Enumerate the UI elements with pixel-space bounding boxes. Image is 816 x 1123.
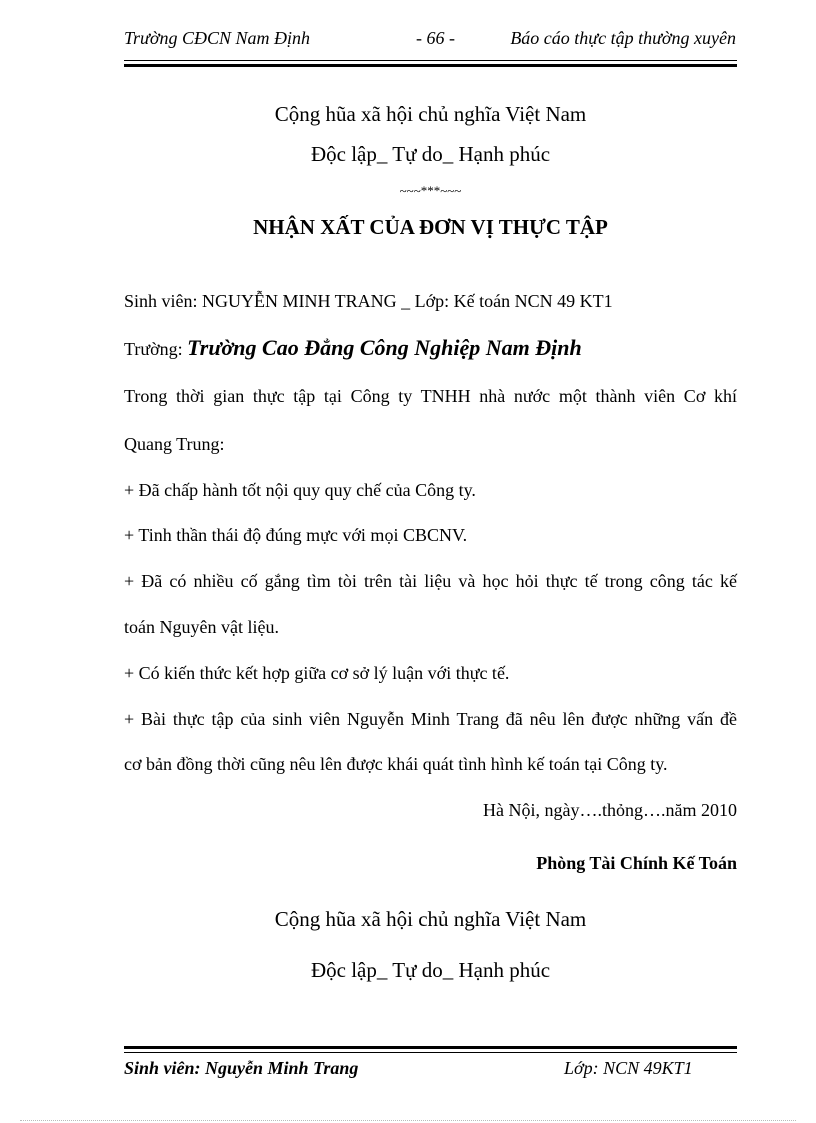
motto-line-1: Cộng hũa xã hội chủ nghĩa Việt Nam [274, 102, 587, 126]
list-item-1: + Đã chấp hành tốt nội quy quy chế của Công ty. [124, 480, 476, 500]
header-rule-thin [124, 60, 737, 61]
page-footer [124, 1058, 736, 1082]
date-line: Hà Nội, ngày….thỏng….năm 2010 [483, 800, 737, 820]
header-page-number: - 66 - [416, 28, 455, 48]
intro-line-1: Trong thời gian thực tập tại Công ty TNHH nhà nước một thành viên Cơ khí [124, 386, 737, 406]
footer-student: Sinh viên: Nguyễn Minh Trang [124, 1058, 359, 1078]
list-item-5-line-2: cơ bản đồng thời cũng nêu lên được khái quát tình hình kế toán tại Công ty. [124, 754, 668, 774]
divider-stars: ~~~***~~~ [399, 183, 462, 198]
motto2-line-1: Cộng hũa xã hội chủ nghĩa Việt Nam [274, 907, 587, 931]
signer-department: Phòng Tài Chính Kế Toán [536, 853, 737, 873]
list-item-5-line-1: + Bài thực tập của sinh viên Nguyễn Minh Trang đã nêu lên được những vấn đề [124, 709, 737, 729]
list-item-3-line-1: + Đã có nhiều cố gắng tìm tòi trên tài liệu và học hỏi thực tế trong công tác kế [124, 571, 737, 591]
motto2-line-2: Độc lập_ Tự do_ Hạnh phúc [310, 958, 551, 982]
header-school: Trường CĐCN Nam Định [124, 28, 310, 48]
school-line [124, 335, 737, 361]
document-title: NHẬN XẤT CỦA ĐƠN VỊ THỰC TẬP [253, 215, 608, 239]
footer-class: Lớp: NCN 49KT1 [564, 1058, 693, 1078]
header-rule-thick [124, 64, 737, 67]
school-name: Trường Cao Đẳng Công Nghiệp Nam Định [187, 335, 582, 360]
intro-line-2: Quang Trung: [124, 434, 225, 454]
motto-line-2: Độc lập_ Tự do_ Hạnh phúc [310, 142, 551, 166]
list-item-3-line-2: toán Nguyên vật liệu. [124, 617, 279, 637]
header-report-title: Báo cáo thực tập thường xuyên [510, 28, 736, 48]
page-header [124, 28, 736, 52]
list-item-2: + Tinh thần thái độ đúng mực với mọi CBCNV. [124, 525, 468, 545]
page-bottom-border [20, 1120, 796, 1121]
student-line: Sinh viên: NGUYỄN MINH TRANG _ Lớp: Kế toán NCN 49 KT1 [124, 291, 613, 311]
footer-rule-thick [124, 1046, 737, 1049]
school-label: Trường: [124, 339, 183, 359]
list-item-4: + Có kiến thức kết hợp giữa cơ sở lý luận với thực tế. [124, 663, 510, 683]
footer-rule-thin [124, 1052, 737, 1053]
